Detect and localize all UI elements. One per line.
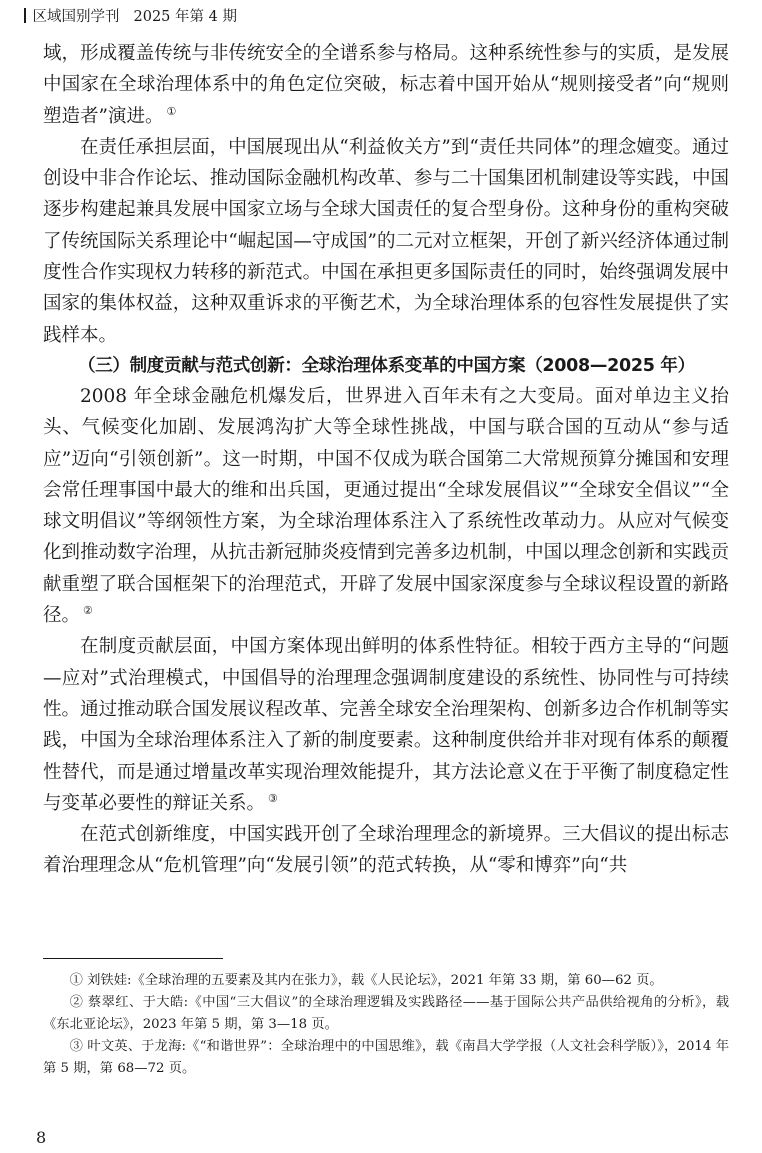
issue-label: 2025 年第 4 期 [133,9,237,25]
paragraph-3 [43,381,729,631]
main-text [43,38,729,882]
footnote-ref-3: ③ [268,791,278,805]
paragraph-3-text: 2008 年全球金融危机爆发后，世界进入百年未有之大变局。面对单边主义抬头、气候变化加剧、发展鸿沟扩大等全球性挑战，中国与联合国的互动从“参与适应”迈向“引领创新”。这一时期，中国不仅成为联合国第二大常规预算分摊国和安理会常任理事国中最大的维和出兵国，更通过提出“全球发展倡议”“全球安全倡议”“全球文明倡议”等纲领性方案，为全球治理体系注入了系统性改革动力。从应对气候变化到推动数字治理，从抗击新冠肺炎疫情到完善多边机制，中国以理念创新和实践贡献重塑了联合国框架下的治理范式，开辟了发展中国家深度参与全球议程设置的新路径。 [43,385,729,627]
footnote-3: ③ 叶文英、于龙海:《“和谐世界”：全球治理中的中国思维》，载《南昌大学学报（人文社会科学版）》，2014 年第 5 期，第 68—72 页。 [43,1039,729,1076]
paragraph-1 [43,38,729,132]
running-header [24,6,237,28]
footnote-ref-2: ② [83,604,93,618]
paragraph-2: 在责任承担层面，中国展现出从“利益攸关方”到“责任共同体”的理念嬗变。通过创设中非合作论坛、推动国际金融机构改革、参与二十国集团机制建设等实践，中国逐步构建起兼具发展中国家立场与全球大国责任的复合型身份。这种身份的重构突破了传统国际关系理论中“崛起国—守成国”的二元对立框架，开创了新兴经济体通过制度性合作实现权力转移的新范式。中国在承担更多国际责任的同时，始终强调发展中国家的集体权益，这种双重诉求的平衡艺术，为全球治理体系的包容性发展提供了实践样本。 [43,136,729,346]
paragraph-5: 在范式创新维度，中国实践开创了全球治理理念的新境界。三大倡议的提出标志着治理理念从“危机管理”向“发展引领”的范式转换，从“零和博弈”向“共 [43,824,729,877]
footnote-1: ① 刘铁娃:《全球治理的五要素及其内在张力》，载《人民论坛》，2021 年第 33 期，第 60—62 页。 [69,973,663,988]
footnote-divider [43,958,223,959]
section-heading: （三）制度贡献与范式创新：全球治理体系变革的中国方案（2008—2025 年） [78,355,695,376]
footnotes [43,970,729,1080]
page-number: 8 [36,1128,47,1147]
paragraph-1-text: 域，形成覆盖传统与非传统安全的全谱系参与格局。这种系统性参与的实质，是发展中国家在全球治理体系中的角色定位突破，标志着中国开始从“规则接受者”向“规则塑造者”演进。 [43,43,729,127]
paragraph-4 [43,631,729,819]
header-bar-decoration [24,8,26,23]
journal-name: 区域国别学刊 [32,9,120,25]
footnote-ref-1: ① [166,104,177,118]
paragraph-4-text: 在制度贡献层面，中国方案体现出鲜明的体系性特征。相较于西方主导的“问题—应对”式治理模式，中国倡导的治理理念强调制度建设的系统性、协同性与可持续性。通过推动联合国发展议程改革、完善全球安全治理架构、创新多边合作机制等实践，中国为全球治理体系注入了新的制度要素。这种制度供给并非对现有体系的颠覆性替代，而是通过增量改革实现治理效能提升，其方法论意义在于平衡了制度稳定性与变革必要性的辩证关系。 [43,636,729,814]
footnote-2: ② 蔡翠红、于大皓:《中国“三大倡议”的全球治理逻辑及实践路径——基于国际公共产品供给视角的分析》，载《东北亚论坛》，2023 年第 5 期，第 3—18 页。 [43,995,729,1032]
